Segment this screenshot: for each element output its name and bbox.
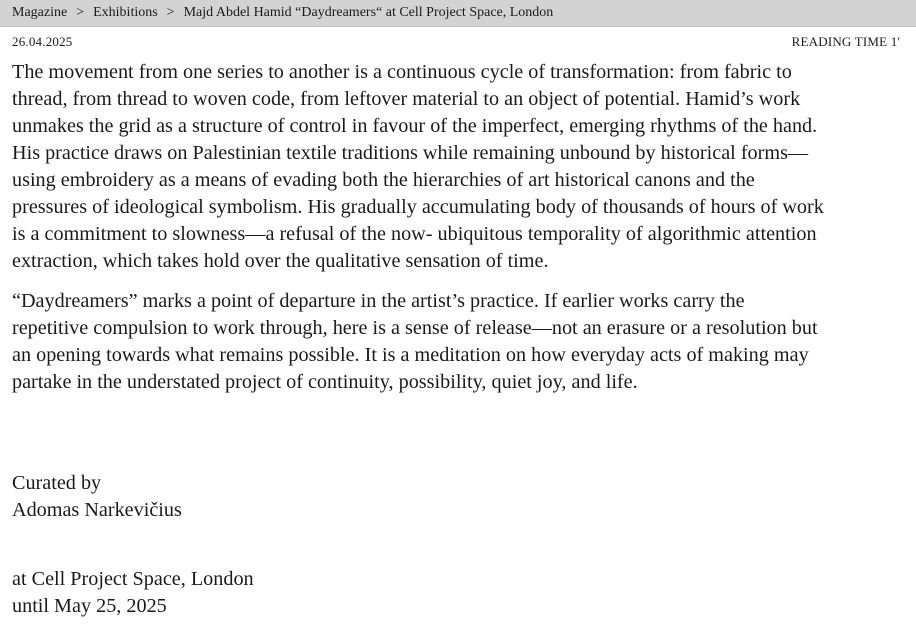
breadcrumb-separator: > xyxy=(166,5,175,20)
reading-time: READING TIME 1' xyxy=(791,34,900,49)
breadcrumb xyxy=(0,0,916,27)
curator-credit xyxy=(12,470,182,524)
article-paragraph: The movement from one series to another is a continuous cycle of transformation: from fabric to thread, from thread to woven code, from leftover material to an object of potential. Hamid’s work unmakes the grid as a structure of control in favour of the imperfect, emerging rhythms of the hand. His practice draws on Palestinian textile traditions while remaining unbound by historical forms—using embroidery as a means of evading both the hierarchies of art historical canons and the pressures of ideological symbolism. His gradually accumulating body of thousands of hours of work is a commitment to slowness—a refusal of the now- ubiquitous temporality of algorithmic attention extraction, which takes hold over the qualitative sensation of time. xyxy=(12,61,824,272)
article-body xyxy=(12,59,824,409)
exhibition-end-date: until May 25, 2025 xyxy=(12,595,167,617)
article-meta xyxy=(12,34,900,52)
curator-label: Curated by xyxy=(12,472,102,494)
exhibition-venue xyxy=(12,566,254,620)
article-paragraph: “Daydreamers” marks a point of departure in the artist’s practice. If earlier works carry the repetitive compulsion to work through, here is a sense of release—not an erasure or a resolution but an opening towards what remains possible. It is a meditation on how everyday acts of making may partake in the understated project of continuity, possibility, quiet joy, and life. xyxy=(12,290,818,393)
curator-name: Adomas Narkevičius xyxy=(12,499,182,521)
venue-location: at Cell Project Space, London xyxy=(12,568,254,590)
breadcrumb-link-magazine[interactable]: Magazine xyxy=(12,5,68,20)
breadcrumb-separator: > xyxy=(76,5,85,20)
breadcrumb-link-exhibitions[interactable]: Exhibitions xyxy=(93,5,158,20)
publish-date: 26.04.2025 xyxy=(12,34,73,49)
breadcrumb-current-page: Majd Abdel Hamid “Daydreamers“ at Cell Project Space, London xyxy=(183,5,554,20)
